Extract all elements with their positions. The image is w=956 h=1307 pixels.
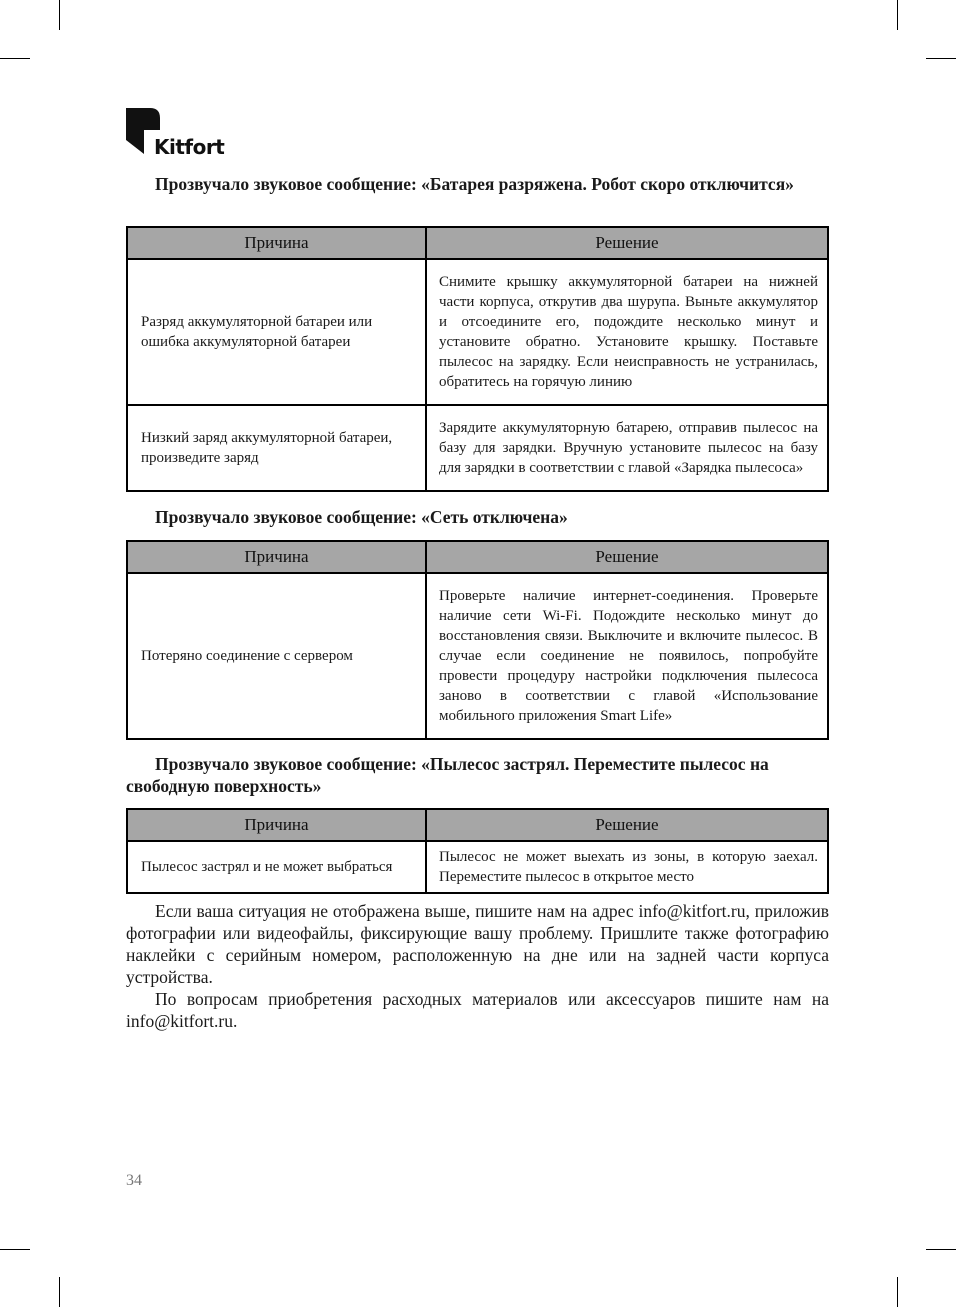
- section-heading: Прозвучало звуковое сообщение: «Батарея разряжена. Робот скоро отключится»: [155, 174, 794, 194]
- cause-cell: Пылесос застрял и не может выбраться: [127, 841, 426, 893]
- section-3-heading-block: [126, 753, 829, 797]
- column-header-solution: Решение: [426, 809, 828, 841]
- brand-logo: [126, 108, 246, 158]
- table-header-row: [127, 227, 828, 259]
- solution-cell: Снимите крышку аккумуляторной батареи на нижней части корпуса, открутив два шурупа. Выньте аккумулятор и отсоедините его, подождите несколько минут и установите обратно. Установите крышку. Поставьте пылесос на зарядку. Если неисправность не устранилась, обратитесь на горячую линию: [426, 259, 828, 405]
- troubleshooting-table-network: [126, 540, 829, 740]
- solution-cell: Зарядите аккумуляторную батарею, отправив пылесос на базу для зарядки. Вручную установите пылесос на базу для зарядки в соответствии с главой «Зарядка пылесоса»: [426, 405, 828, 491]
- contact-paragraphs: [126, 900, 829, 1032]
- solution-cell: Пылесос не может выехать из зоны, в которую заехал. Переместите пылесос в открытое место: [426, 841, 828, 893]
- table-row: [127, 573, 828, 739]
- table-header-row: [127, 809, 828, 841]
- column-header-cause: Причина: [127, 541, 426, 573]
- cause-cell: Разряд аккумуляторной батареи или ошибка аккумуляторной батареи: [127, 259, 426, 405]
- crop-mark: [59, 0, 60, 30]
- accessories-paragraph: По вопросам приобретения расходных материалов или аксессуаров пишите нам на info@kitfort.ru.: [126, 989, 829, 1031]
- section-2-heading-block: [126, 506, 829, 528]
- column-header-solution: Решение: [426, 227, 828, 259]
- column-header-solution: Решение: [426, 541, 828, 573]
- troubleshooting-table-battery: [126, 226, 829, 492]
- solution-cell: Проверьте наличие интернет-соединения. Проверьте наличие сети Wi-Fi. Подождите несколько минут до восстановления связи. Выключите и включите пылесос. В случае если соединение не появилось, попробуйте провести процедуру настройки подключения пылесоса заново в соответствии с главой «Использование мобильного приложения Smart Life»: [426, 573, 828, 739]
- crop-mark: [897, 1277, 898, 1307]
- cause-cell: Потеряно соединение с сервером: [127, 573, 426, 739]
- column-header-cause: Причина: [127, 809, 426, 841]
- section-heading: Прозвучало звуковое сообщение: «Сеть отключена»: [155, 507, 568, 527]
- crop-mark: [926, 1249, 956, 1250]
- table-header-row: [127, 541, 828, 573]
- table-row: [127, 259, 828, 405]
- contact-paragraph: Если ваша ситуация не отображена выше, пишите нам на адрес info@kitfort.ru, приложив фотографии или видеофайлы, фиксирующие вашу проблему. Пришлите также фотографию наклейки с серийным номером, расположенную на дне или на задней части корпуса устройства.: [126, 901, 829, 987]
- crop-mark: [926, 58, 956, 59]
- troubleshooting-table-stuck: [126, 808, 829, 894]
- table-row: [127, 405, 828, 491]
- crop-mark: [897, 0, 898, 30]
- cause-cell: Низкий заряд аккумуляторной батареи, произведите заряд: [127, 405, 426, 491]
- table-row: [127, 841, 828, 893]
- section-heading: Прозвучало звуковое сообщение: «Пылесос застрял. Переместите пылесос на свободную поверхность»: [126, 754, 769, 796]
- column-header-cause: Причина: [127, 227, 426, 259]
- crop-mark: [59, 1277, 60, 1307]
- section-1-heading-block: [126, 173, 829, 195]
- page-number: 34: [126, 1172, 142, 1189]
- brand-name: Kitfort: [154, 135, 225, 159]
- crop-mark: [0, 1249, 30, 1250]
- crop-mark: [0, 58, 30, 59]
